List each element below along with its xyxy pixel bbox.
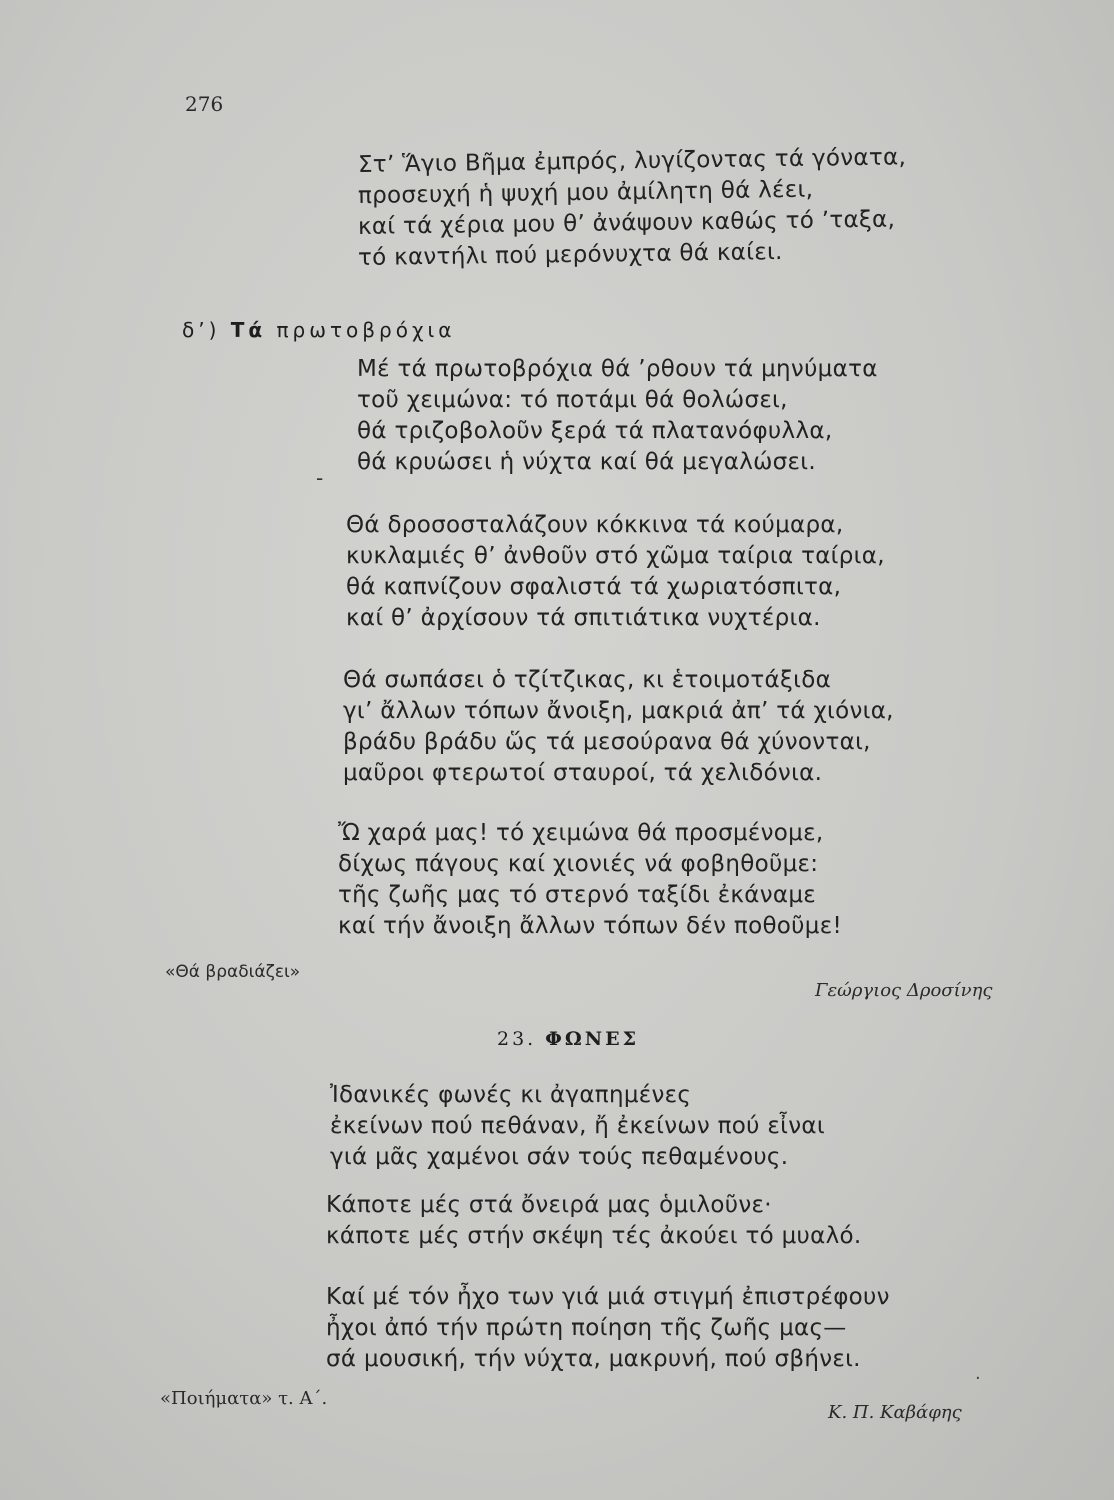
poem-line: κυκλαμιές θ’ ἀνθοῦν στό χῶμα ταίρια ταίρια, xyxy=(346,543,885,569)
poem-line: Ὤ χαρά μας! τό χειμώνα θά προσμένομε, xyxy=(338,820,824,846)
poem-line: καί τήν ἄνοιξη ἄλλων τόπων δέν ποθοῦμε! xyxy=(338,913,842,939)
poem-author: Κ. Π. Καβάφης xyxy=(828,1402,962,1423)
poem-line: θά τριζοβολοῦν ξερά τά πλατανόφυλλα, xyxy=(357,418,833,444)
stanza-3 xyxy=(346,510,885,634)
stanza-4 xyxy=(343,665,894,789)
poem-line: ἐκείνων πού πεθάναν, ἤ ἐκείνων πού εἶναι xyxy=(330,1113,825,1139)
section-heading xyxy=(182,318,455,342)
poem-line: δίχως πάγους καί χιονιές νά φοβηθοῦμε: xyxy=(338,851,819,877)
section-subtitle: πρωτοβρόχια xyxy=(276,318,456,342)
poem-line: βράδυ βράδυ ὥς τά μεσούρανα θά χύνονται, xyxy=(343,729,871,755)
poem-line: Θά σωπάσει ὁ τζίτζικας, κι ἑτοιμοτάξιδα xyxy=(343,667,832,693)
page-number: 276 xyxy=(185,92,224,116)
section-title: Τά xyxy=(230,318,267,342)
poem-line: τῆς ζωῆς μας τό στερνό ταξίδι ἐκάναμε xyxy=(338,882,817,908)
poem-line: γιά μᾶς χαμένοι σάν τούς πεθαμένους. xyxy=(330,1144,789,1170)
margin-dash-mark: - xyxy=(316,466,324,490)
stanza-6 xyxy=(330,1080,825,1173)
poem-line: Στ’ Ἅγιο Βῆμα ἐμπρός, λυγίζοντας τά γόνατα, xyxy=(357,144,907,178)
poem-line: γι’ ἄλλων τόπων ἄνοιξη, μακριά ἀπ’ τά χιόνια, xyxy=(343,698,894,724)
poem-line: μαῦροι φτερωτοί σταυροί, τά χελιδόνια. xyxy=(343,760,823,786)
poem-line: κάποτε μές στήν σκέψη τές ἀκούει τό μυαλό. xyxy=(326,1223,862,1249)
poem-line: θά κρυώσει ἡ νύχτα καί θά μεγαλώσει. xyxy=(357,449,816,475)
poem-line: Κάποτε μές στά ὄνειρά μας ὁμιλοῦνε· xyxy=(326,1192,772,1218)
poem-line: σά μουσική, τήν νύχτα, μακρυνή, πού σβήνει. xyxy=(326,1346,861,1372)
poem-line: προσευχή ἡ ψυχή μου ἀμίλητη θά λέει, xyxy=(357,176,814,209)
stanza-5 xyxy=(338,818,842,942)
stanza-2 xyxy=(357,354,878,478)
poem-line: Ἰδανικές φωνές κι ἀγαπημένες xyxy=(330,1082,692,1108)
poem-title xyxy=(497,1028,639,1050)
poem-line: Μέ τά πρωτοβρόχια θά ’ρθουν τά μηνύματα xyxy=(357,356,878,382)
poem-line: Καί μέ τόν ἦχο των γιά μιά στιγμή ἐπιστρέφουν xyxy=(326,1284,890,1310)
stanza-1 xyxy=(357,144,907,274)
poem-source: «Θά βραδιάζει» xyxy=(165,962,301,982)
poem-title-text: ΦΩΝΕΣ xyxy=(545,1028,640,1050)
stanza-8 xyxy=(326,1282,890,1375)
poem-line: καί θ’ ἀρχίσουν τά σπιτιάτικα νυχτέρια. xyxy=(346,605,821,631)
stanza-7 xyxy=(326,1190,862,1252)
poem-line: καί τά χέρια μου θ’ ἀνάψουν καθώς τό ’ταξα, xyxy=(357,206,896,240)
poem-line: ἦχοι ἀπό τήν πρώτη ποίηση τῆς ζωῆς μας— xyxy=(326,1315,847,1341)
poem-author: Γεώργιος Δροσίνης xyxy=(815,980,993,1001)
poem-number: 23. xyxy=(497,1028,537,1050)
poem-source: «Ποιήματα» τ. Α΄. xyxy=(160,1388,328,1409)
poem-line: θά καπνίζουν σφαλιστά τά χωριατόσπιτα, xyxy=(346,574,842,600)
poem-line: τοῦ χειμώνα: τό ποτάμι θά θολώσει, xyxy=(357,387,788,413)
ink-speck: · xyxy=(975,1368,981,1389)
poem-line: Θά δροσοσταλάζουν κόκκινα τά κούμαρα, xyxy=(346,512,844,538)
poem-line: τό καντήλι πού μερόνυχτα θά καίει. xyxy=(357,239,783,271)
section-prefix: δ’) xyxy=(182,318,221,342)
